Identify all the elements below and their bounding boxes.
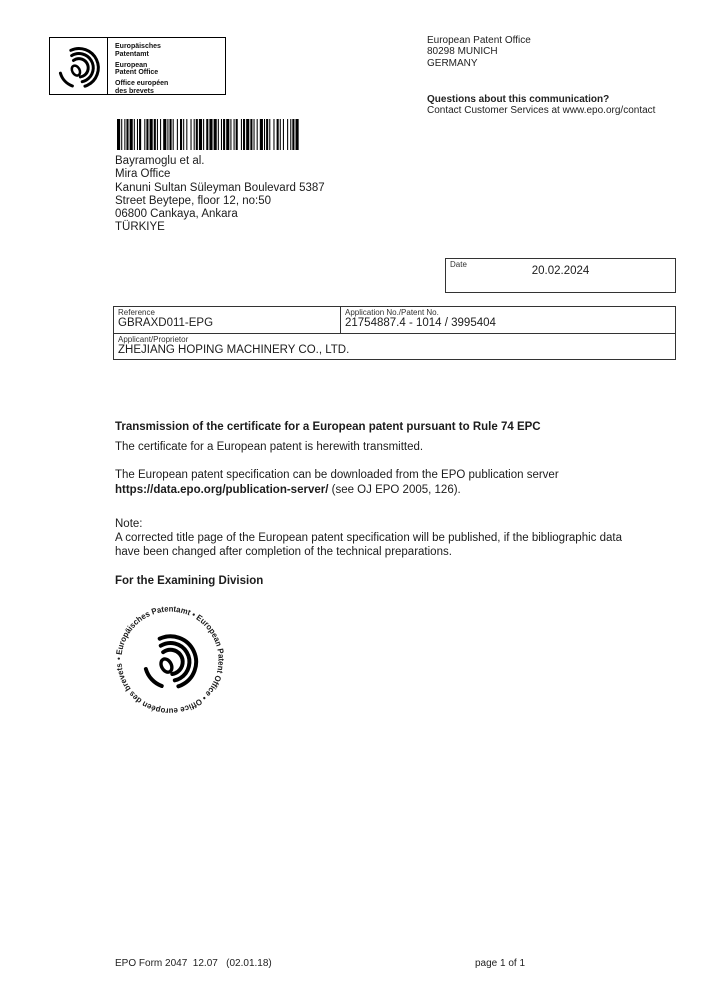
epo-office-names [108,38,168,94]
questions-block [427,94,655,116]
epo-name-fr-2: des brevets [115,87,154,95]
note-line1: A corrected title page of the European patent specification will be published, if the bibliographic data [115,532,622,544]
epo-office-address [427,35,531,69]
questions-contact: Contact Customer Services at www.epo.org/contact [427,105,656,117]
recipient-line: Kanuni Sultan Süleyman Boulevard 5387 [115,181,325,194]
form-number: EPO Form 2047 12.07 (02.01.18) [115,958,272,969]
recipient-line: Mira Office [115,168,171,181]
epo-seal [100,590,240,730]
application-no-label: Application No./Patent No. [345,308,439,317]
reference-cell [114,307,341,333]
note-label: Note: [115,518,143,530]
applicant-cell [114,334,675,359]
letter-paragraph-1: The certificate for a European patent is herewith transmitted. [115,441,424,453]
letter-paragraph-2 [115,468,559,498]
applicant-label: Applicant/Proprietor [118,335,189,344]
office-address-line: GERMANY [427,57,478,69]
letter-note [115,517,622,559]
recipient-address [115,155,325,235]
recipient-line: Bayramoglu et al. [115,155,205,167]
paragraph-2-rest: (see OJ EPO 2005, 126). [328,484,461,496]
paragraph-2-line2 [115,483,559,498]
letter-subject: Transmission of the certificate for a European patent pursuant to Rule 74 EPC [115,421,541,433]
barcode [117,119,300,150]
reference-value: GBRAXD011-EPG [118,317,214,329]
questions-title: Questions about this communication? [427,94,610,105]
epo-name-de-2: Patentamt [115,50,149,58]
publication-server-url: https://data.epo.org/publication-server/ [115,484,329,496]
note-line2: have been changed after completion of the technical preparations. [115,546,452,558]
reference-table [113,306,676,360]
recipient-line: Street Beytepe, floor 12, no:50 [115,194,271,207]
epo-swirl-icon [56,43,102,89]
reference-label: Reference [118,308,155,317]
office-address-line: 80298 MUNICH [427,46,498,58]
seal-ring-text: • Europäisches Patentamt • European Patent Office • Office européen des brevets [113,603,227,717]
epo-name-en-2: Patent Office [115,69,159,76]
date-value: 20.02.2024 [531,265,590,277]
application-no-value: 21754887.4 - 1014 / 3995404 [345,317,496,329]
recipient-line: 06800 Cankaya, Ankara [115,208,238,221]
page-indicator: page 1 of 1 [475,958,526,969]
reference-table-row1 [114,307,675,334]
epo-logo-box [49,37,226,95]
recipient-line: TÜRKIYE [115,221,165,234]
office-address-line: European Patent Office [427,35,531,46]
date-box [445,258,676,293]
paragraph-2-line1: The European patent specification can be downloaded from the EPO publication server [115,469,559,481]
epo-name-de-1: Europäisches [115,43,161,50]
applicant-value: ZHEJIANG HOPING MACHINERY CO., LTD. [118,344,350,356]
epo-logo-swirl-cell [50,38,108,94]
epo-name-en-1: European [115,61,148,69]
signoff: For the Examining Division [115,575,264,587]
epo-name-fr-1: Office européen [115,80,169,87]
seal-swirl-icon [127,618,214,705]
date-label: Date [450,260,467,269]
application-no-cell [341,307,675,333]
